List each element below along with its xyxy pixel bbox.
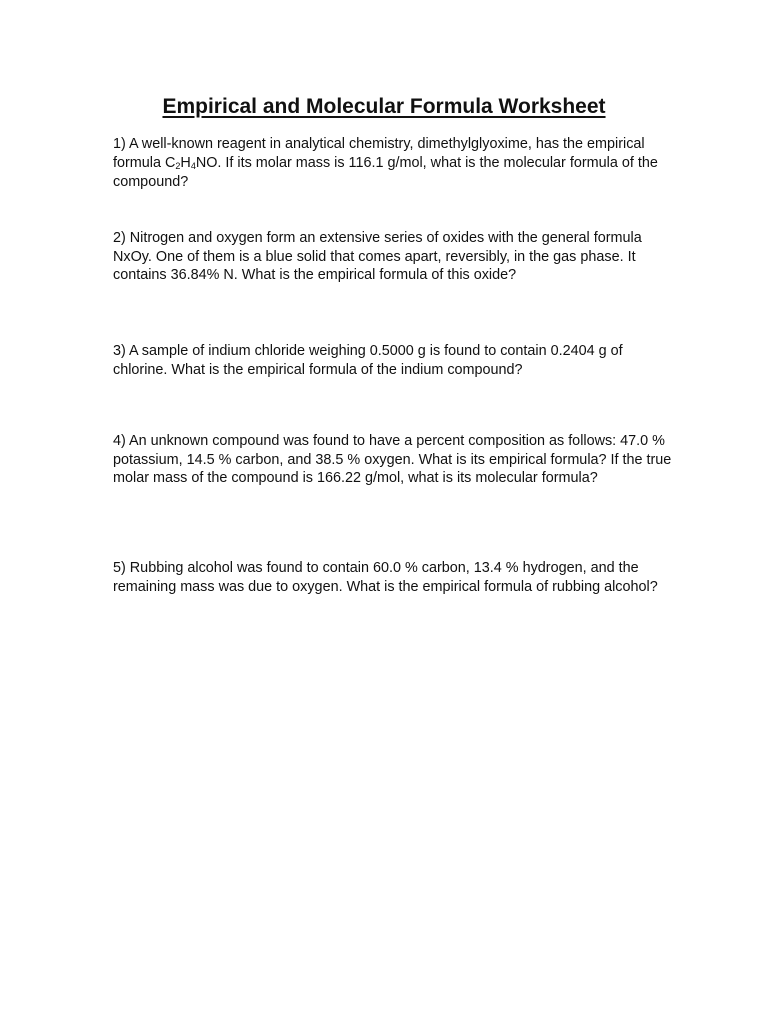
- question-1: [113, 135, 673, 229]
- question-1-formula-rest: NO: [195, 154, 218, 171]
- worksheet-title: Empirical and Molecular Formula Worksheet: [162, 95, 606, 118]
- question-1-formula-h-subscript: 4: [190, 160, 196, 171]
- question-2: 2) Nitrogen and oxygen form an extensive series of oxides with the general formula NxOy. One of them is a blue solid that comes apart, reversibly, in the gas phase. It contains 36.84% N. What is the empirical formula of this oxide?: [113, 230, 642, 283]
- question-1-text-before: 1) A well-known reagent in analytical chemistry, dimethylglyoxime, has the empirical formula C: [113, 136, 645, 171]
- question-3: 3) A sample of indium chloride weighing 0.5000 g is found to contain 0.2404 g of chlorine. What is the empirical formula of the indium compound?: [113, 343, 623, 378]
- question-5: 5) Rubbing alcohol was found to contain 60.0 % carbon, 13.4 % hydrogen, and the remaining mass was due to oxygen. What is the empirical formula of rubbing alcohol?: [113, 560, 658, 595]
- question-4: 4) An unknown compound was found to have a percent composition as follows: 47.0 % potassium, 14.5 % carbon, and 38.5 % oxygen. What is its empirical formula? If the true molar mass of the compound is 166.22 g/mol, what is its molecular formula?: [113, 433, 672, 486]
- question-1-formula-c-subscript: 2: [175, 160, 181, 171]
- question-1-formula-h-letter: H: [180, 154, 191, 171]
- question-1-text-after: . If its molar mass is 116.1 g/mol, what is the molecular formula of the compound?: [113, 154, 658, 190]
- question-list: [113, 135, 673, 619]
